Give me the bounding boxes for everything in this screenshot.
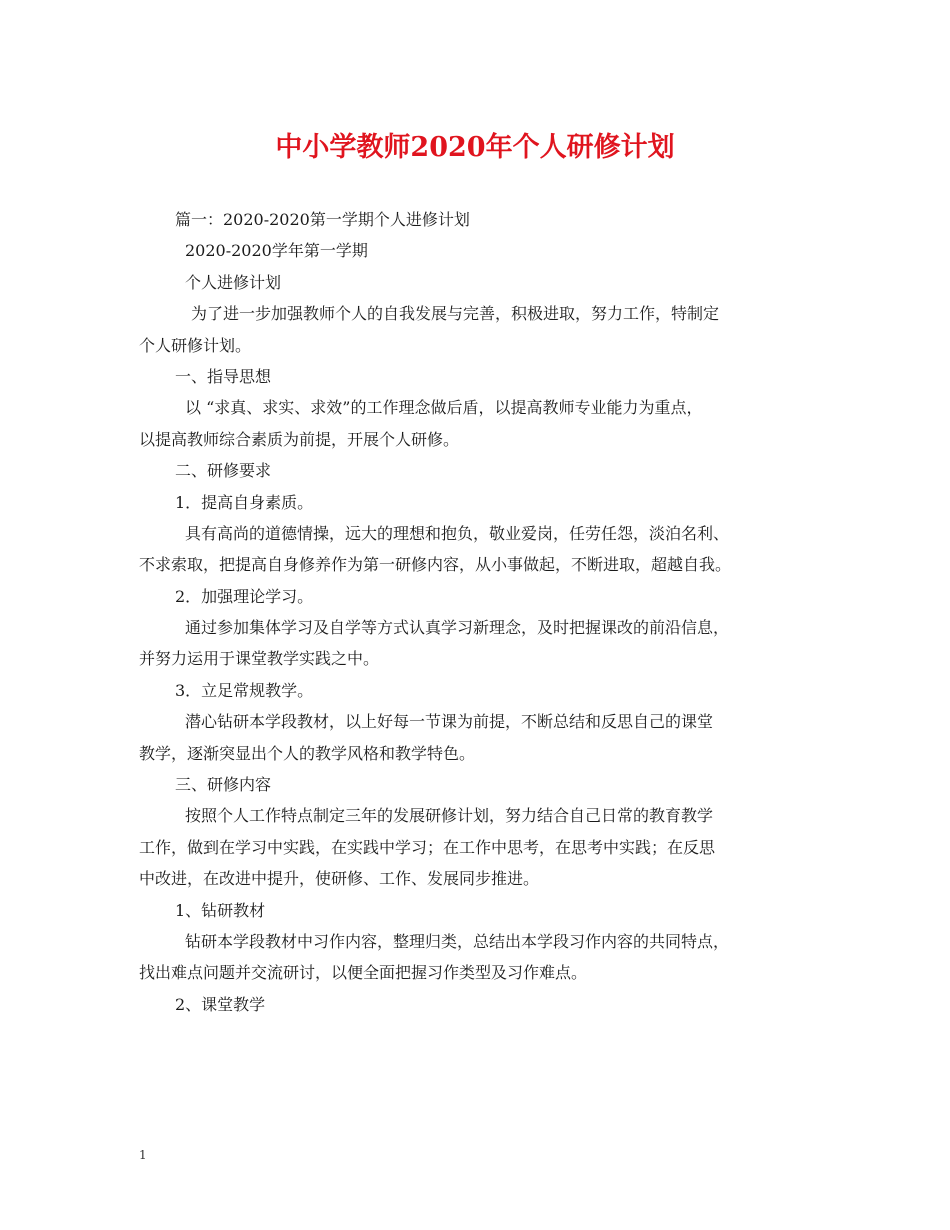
semester-line: 2020-2020学年第一学期 <box>185 241 368 261</box>
subsection-heading: 2．加强理论学习。 <box>175 586 314 606</box>
subsection-heading: 2、课堂教学 <box>175 994 266 1014</box>
paragraph-line: 教学，逐渐突显出个人的教学风格和教学特色。 <box>139 743 476 763</box>
page-number: 1 <box>139 1148 147 1162</box>
paragraph-line: 并努力运用于课堂教学实践之中。 <box>139 649 380 669</box>
document-body <box>139 204 819 1020</box>
section-heading: 一、指导思想 <box>175 366 272 386</box>
paragraph-line: 中改进，在改进中提升，使研修、工作、发展同步推进。 <box>139 869 540 889</box>
paragraph-line: 以 “求真、求实、求效”的工作理念做后盾，以提高教师专业能力为重点， <box>185 398 703 418</box>
paragraph-line: 通过参加集体学习及自学等方式认真学习新理念，及时把握课改的前沿信息， <box>185 618 730 638</box>
paragraph-line: 以提高教师综合素质为前提，开展个人研修。 <box>139 429 460 449</box>
paragraph-line: 为了进一步加强教师个人的自我发展与完善，积极进取，努力工作，特制定 <box>191 304 720 324</box>
paragraph-line: 工作，做到在学习中实践，在实践中学习；在工作中思考，在思考中实践；在反思 <box>139 837 716 857</box>
paragraph-line: 具有高尚的道德情操，远大的理想和抱负，敬业爱岗，任劳任怨，淡泊名利、 <box>185 523 730 543</box>
section-heading: 二、研修要求 <box>175 461 272 481</box>
document-title: 中小学教师2020年个人研修计划 <box>275 132 675 163</box>
section-heading-part-one: 篇一：2020-2020第一学期个人进修计划 <box>175 210 470 229</box>
paragraph-line: 个人研修计划。 <box>139 335 252 355</box>
paragraph-line: 潜心钻研本学段教材，以上好每一节课为前提，不断总结和反思自己的课堂 <box>185 712 714 732</box>
subsection-heading: 1．提高自身素质。 <box>175 492 314 512</box>
paragraph-line: 不求索取，把提高自身修养作为第一研修内容，从小事做起，不断进取，超越自我。 <box>139 555 732 575</box>
paragraph-line: 找出难点问题并交流研讨，以便全面把握习作类型及习作难点。 <box>139 963 588 983</box>
section-heading: 三、研修内容 <box>175 775 272 795</box>
paragraph-line: 按照个人工作特点制定三年的发展研修计划，努力结合自己日常的教育教学 <box>185 806 714 826</box>
subsection-heading: 3．立足常规教学。 <box>175 680 314 700</box>
paragraph-line: 钻研本学段教材中习作内容，整理归类，总结出本学段习作内容的共同特点， <box>185 931 730 951</box>
subsection-heading: 1、钻研教材 <box>175 900 266 920</box>
plan-subtitle: 个人进修计划 <box>185 272 282 292</box>
